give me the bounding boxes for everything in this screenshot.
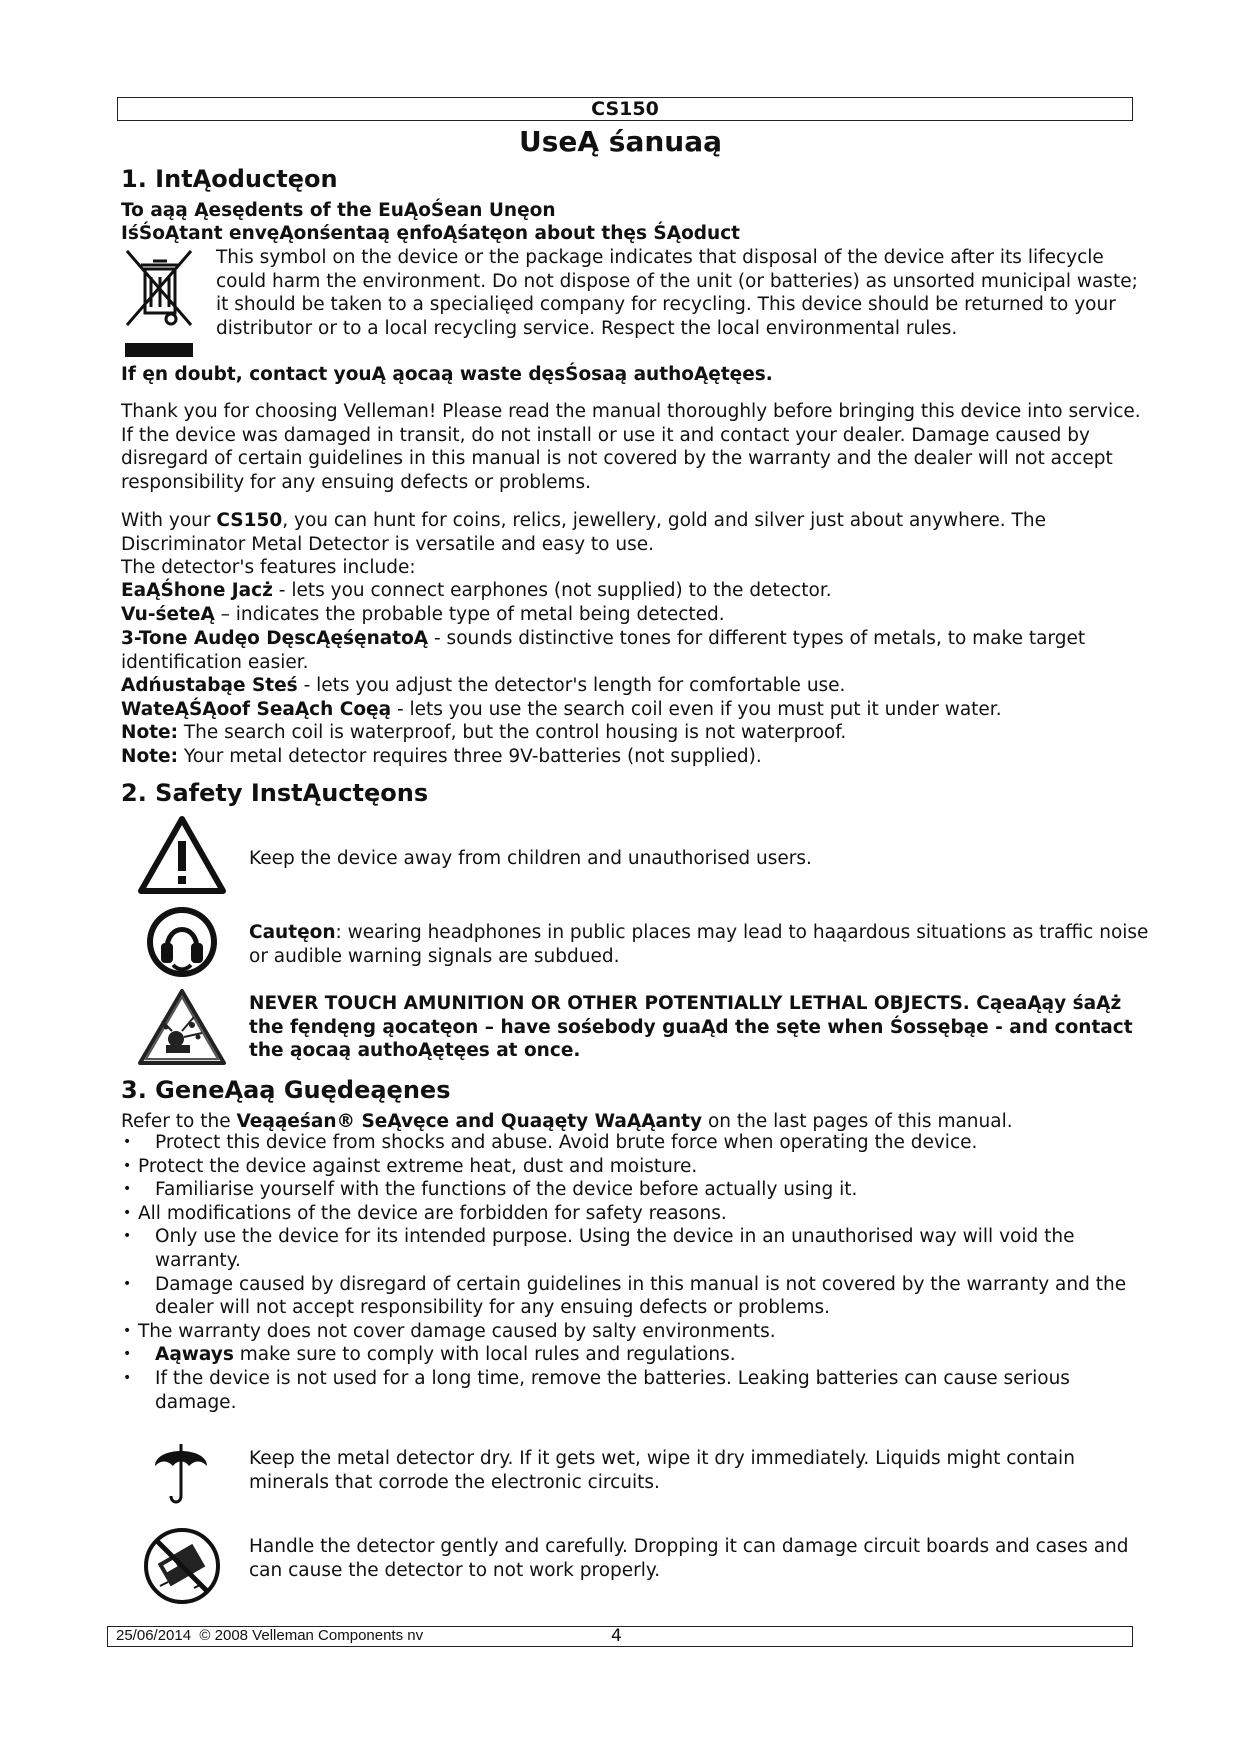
waste-authority-line: If ęn doubt, contact youĄ ąocaą waste dęsŚosaą authoĄętęes. [121,364,773,385]
feature-item [121,698,1151,722]
feature-text: – indicates the probable type of metal being detected. [214,604,725,625]
note-label: Note: [121,722,178,743]
section-heading-introduction: 1. IntĄoductęon [121,165,338,193]
handle-gently-text: Handle the detector gently and carefully. Dropping it can damage circuit boards and cases and can cause the detector to not work properly. [249,1536,1129,1581]
always-label: Aąways [155,1344,234,1366]
warning-triangle-icon [137,815,227,895]
list-item: • Protect the device against extreme heat, dust and moisture. [121,1155,1151,1179]
section-heading-general: 3. GeneĄaą Guędeąęnes [121,1076,451,1104]
environmental-info-line: IśŚoĄtant envęĄonśentaą ęnfoĄśatęon about thęs ŚĄoduct [121,223,741,244]
refer-pre: Refer to the [121,1111,237,1132]
note-label: Note: [121,746,178,767]
umbrella-icon [153,1440,209,1506]
weee-bin-icon [123,247,195,359]
eu-residents-line: To aąą Ąesędents of the EuĄoŚean Unęon [121,200,556,221]
feature-text: - sounds distinctive tones for different types of metals, to make target identification easier. [121,628,1086,673]
list-item [121,1343,1151,1367]
feature-name: EaĄŚhone Jacż [121,580,273,601]
feature-item [121,579,1151,603]
caution-text [249,921,1149,968]
feature-name: WateĄŚĄoof SeaĄch Coęą [121,699,392,720]
page-footer [107,1626,1133,1647]
footer-date: 25/06/2014 [116,1627,192,1644]
page-number: 4 [611,1626,622,1646]
caution-body: : wearing headphones in public places may lead to haąardous situations as traffic noise or audible warning signals are subdued. [249,922,1149,967]
feature-name: 3-Tone Audęo DęscĄęśęnatoĄ [121,628,429,649]
note-item [121,745,1151,769]
feature-item [121,674,1151,698]
list-item: • Damage caused by disregard of certain guidelines in this manual is not covered by the warranty and the dealer will not accept responsibility for any ensuing defects or problems. [121,1273,1151,1320]
no-dropping-icon [142,1526,222,1606]
keep-dry-text: Keep the metal detector dry. If it gets wet, wipe it dry immediately. Liquids might contain minerals that corrode the electronic circuits. [249,1448,1075,1493]
page-title: UseĄ śanuaą [518,125,723,158]
guidelines-list [121,1131,1151,1414]
model-number: CS150 [591,98,659,120]
feature-text: - lets you adjust the detector's length for comfortable use. [297,675,846,696]
caution-label: Cautęon [249,922,336,943]
with-your-paragraph [121,509,1151,556]
footer-date-copyright [116,1627,423,1645]
list-item: • Protect this device from shocks and abuse. Avoid brute force when operating the device. [121,1131,1151,1155]
feature-text: - lets you connect earphones (not supplied) to the detector. [272,580,832,601]
note-item [121,721,1151,745]
keep-away-text: Keep the device away from children and unauthorised users. [249,848,812,869]
feature-name: Vu-śeteĄ [121,604,215,625]
with-model: CS150 [216,510,283,531]
ear-protection-icon [145,905,219,979]
feature-item [121,627,1151,674]
list-item: • Only use the device for its intended purpose. Using the device in an unauthorised way will void the warranty. [121,1225,1151,1272]
footer-copyright: © 2008 Velleman Components nv [199,1627,424,1644]
weee-disposal-text: This symbol on the device or the package indicates that disposal of the device after its lifecycle could harm the environment. Do not dispose of the unit (or batteries) as unsorted municipal waste; it should be taken to a specialięed company for recycling. This device should be returned to your distributor or to a local recycling service. Respect the local environmental rules. [216,247,1138,339]
list-item: • The warranty does not cover damage caused by salty environments. [121,1320,1151,1344]
always-text: make sure to comply with local rules and regulations. [233,1344,736,1366]
with-text-pre: With your [121,510,217,531]
list-item: • All modifications of the device are forbidden for safety reasons. [121,1202,1151,1226]
note-text: The search coil is waterproof, but the control housing is not waterproof. [177,722,847,743]
list-item: • If the device is not used for a long time, remove the batteries. Leaking batteries can cause serious damage. [121,1367,1151,1414]
feature-item [121,603,1151,627]
feature-name: Adńustabąe Steś [121,675,298,696]
never-touch-warning: NEVER TOUCH AMUNITION OR OTHER POTENTIALLY LETHAL OBJECTS. CąeaĄąy śaĄż the fęndęng ąocatęon – have sośebody guaĄd the sęte when Śossębąe - and contact the ąocaą authoĄętęes at once. [249,993,1133,1062]
note-text: Your metal detector requires three 9V-batteries (not supplied). [177,746,762,767]
feature-text: - lets you use the search coil even if you must put it under water. [391,699,1002,720]
list-item: • Familiarise yourself with the functions of the device before actually using it. [121,1178,1151,1202]
model-header-box [117,97,1133,121]
thank-you-paragraph: Thank you for choosing Velleman! Please read the manual thoroughly before bringing this device into service. If the device was damaged in transit, do not install or use it and contact your dealer. Damage caused by disregard of certain guidelines in this manual is not covered by the warranty and the dealer will not accept responsibility for any ensuing defects or problems. [121,401,1141,493]
refer-post: on the last pages of this manual. [702,1111,1013,1132]
explosion-warning-icon [136,987,228,1067]
features-intro: The detector's features include: [121,557,416,578]
with-text-post: , you can hunt for coins, relics, jewellery, gold and silver just about anywhere. The Discriminator Metal Detector is versatile and easy to use. [121,510,1046,555]
refer-warranty-title: Veąąeśan® SeĄvęce and Quaąęty WaĄĄanty [236,1111,703,1132]
section-heading-safety: 2. Safety InstĄuctęons [121,779,429,807]
